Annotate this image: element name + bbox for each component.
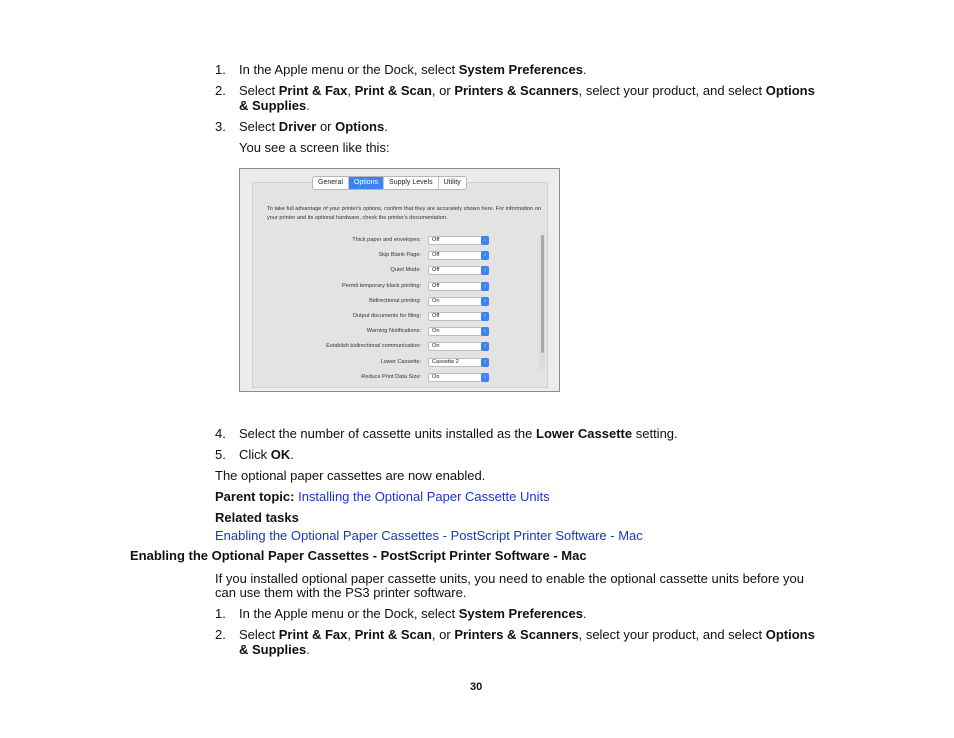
step-number: 1. <box>215 606 226 621</box>
option-label: Output documents for filing: <box>352 313 421 319</box>
step-number: 2. <box>215 83 226 98</box>
tab-general[interactable]: General <box>313 177 349 189</box>
option-select[interactable] <box>428 327 489 336</box>
stepper-chevron-icon: ↕ <box>481 312 489 321</box>
option-label: Quiet Mode: <box>390 267 421 274</box>
step-text: Select Print & Fax, Print & Scan, or Printers & Scanners, select your product, and select Options <box>239 627 815 642</box>
step-text-continued: & Supplies. <box>239 98 310 113</box>
step-number: 4. <box>215 426 226 441</box>
options-panel <box>252 182 548 388</box>
tab-options[interactable]: Options <box>349 177 384 189</box>
step-text: Click OK. <box>239 447 294 462</box>
tab-utility[interactable]: Utility <box>443 179 461 186</box>
section-intro-line-2: can use them with the PS3 printer software. <box>215 585 467 600</box>
stepper-chevron-icon: ↕ <box>481 342 489 351</box>
step-text: In the Apple menu or the Dock, select System Preferences. <box>239 62 587 77</box>
option-value: Off <box>432 282 440 289</box>
stepper-chevron-icon: ↕ <box>481 358 489 367</box>
related-tasks-heading: Related tasks <box>215 510 299 525</box>
step-text: Select Print & Fax, Print & Scan, or Printers & Scanners, select your product, and select Options <box>239 83 815 98</box>
scrollbar-thumb[interactable] <box>541 235 544 353</box>
stepper-chevron-icon: ↕ <box>481 266 489 275</box>
related-task-item <box>215 528 643 543</box>
step-text: Select the number of cassette units installed as the Lower Cassette setting. <box>239 426 678 441</box>
tab-supply-levels[interactable]: Supply Levels <box>384 177 439 189</box>
step-text: In the Apple menu or the Dock, select System Preferences. <box>239 606 587 621</box>
parent-topic-link[interactable]: Installing the Optional Paper Cassette Units <box>298 489 550 504</box>
option-select[interactable] <box>428 266 489 275</box>
option-label: Lower Cassette: <box>380 358 421 365</box>
step-number: 5. <box>215 447 226 462</box>
see-screen-text: You see a screen like this: <box>239 140 390 155</box>
option-label: Warning Notifications: <box>366 328 421 335</box>
stepper-chevron-icon: ↕ <box>481 297 489 306</box>
option-label: Skip Blank Page: <box>378 252 421 259</box>
option-label: Bidirectional printing: <box>369 297 421 304</box>
option-select[interactable] <box>428 282 489 291</box>
step-text-continued: & Supplies. <box>239 642 310 657</box>
page-number: 30 <box>470 681 483 693</box>
option-label: Thick paper and envelopes: <box>352 237 421 243</box>
step-number: 1. <box>215 62 226 77</box>
option-select[interactable] <box>428 358 489 367</box>
option-select[interactable] <box>428 251 489 260</box>
dialog-tabs <box>312 176 467 190</box>
dialog-intro-text: To take full advantage of your printer's options, confirm that they are accurately shown here. For information on your printer and its optional hardware, check the printer's documentation. <box>267 206 542 221</box>
stepper-chevron-icon: ↕ <box>481 373 489 382</box>
stepper-chevron-icon: ↕ <box>481 236 489 245</box>
option-label: Permit temporary black printing: <box>342 282 421 289</box>
option-value: Off <box>432 237 440 243</box>
enabled-text: The optional paper cassettes are now enabled. <box>215 468 486 483</box>
option-select[interactable] <box>428 312 489 321</box>
step-number: 2. <box>215 627 226 642</box>
option-value: On <box>432 373 440 380</box>
option-select[interactable] <box>428 236 489 245</box>
step-number: 3. <box>215 119 226 134</box>
stepper-chevron-icon: ↕ <box>481 251 489 260</box>
parent-topic-label: Parent topic: <box>215 489 295 504</box>
option-value: On <box>432 343 440 350</box>
option-label: Reduce Print Data Size: <box>361 373 421 380</box>
option-value: On <box>432 297 440 304</box>
section-intro-line-1: If you installed optional paper cassette units, you need to enable the optional cassette units before you <box>215 571 805 586</box>
section-heading-text: Enabling the Optional Paper Cassettes - PostScript Printer Software - Mac <box>130 548 587 563</box>
options-dialog-screenshot <box>239 168 560 392</box>
step-text: Select Driver or Options. <box>239 119 388 134</box>
section-heading <box>130 548 587 563</box>
option-label: Establish bidirectional communication: <box>326 343 421 350</box>
related-tasks-label <box>215 510 299 525</box>
stepper-chevron-icon: ↕ <box>481 327 489 336</box>
option-value: Off <box>432 252 440 259</box>
option-select[interactable] <box>428 342 489 351</box>
option-value: Cassette 2 <box>432 358 459 365</box>
option-select[interactable] <box>428 373 489 382</box>
parent-topic <box>215 489 550 504</box>
stepper-chevron-icon: ↕ <box>481 282 489 291</box>
option-value: On <box>432 328 440 335</box>
option-value: Off <box>432 267 440 274</box>
related-task-link[interactable]: Enabling the Optional Paper Cassettes - PostScript Printer Software - Mac <box>215 528 643 543</box>
option-select[interactable] <box>428 297 489 306</box>
option-value: Off <box>432 313 440 319</box>
